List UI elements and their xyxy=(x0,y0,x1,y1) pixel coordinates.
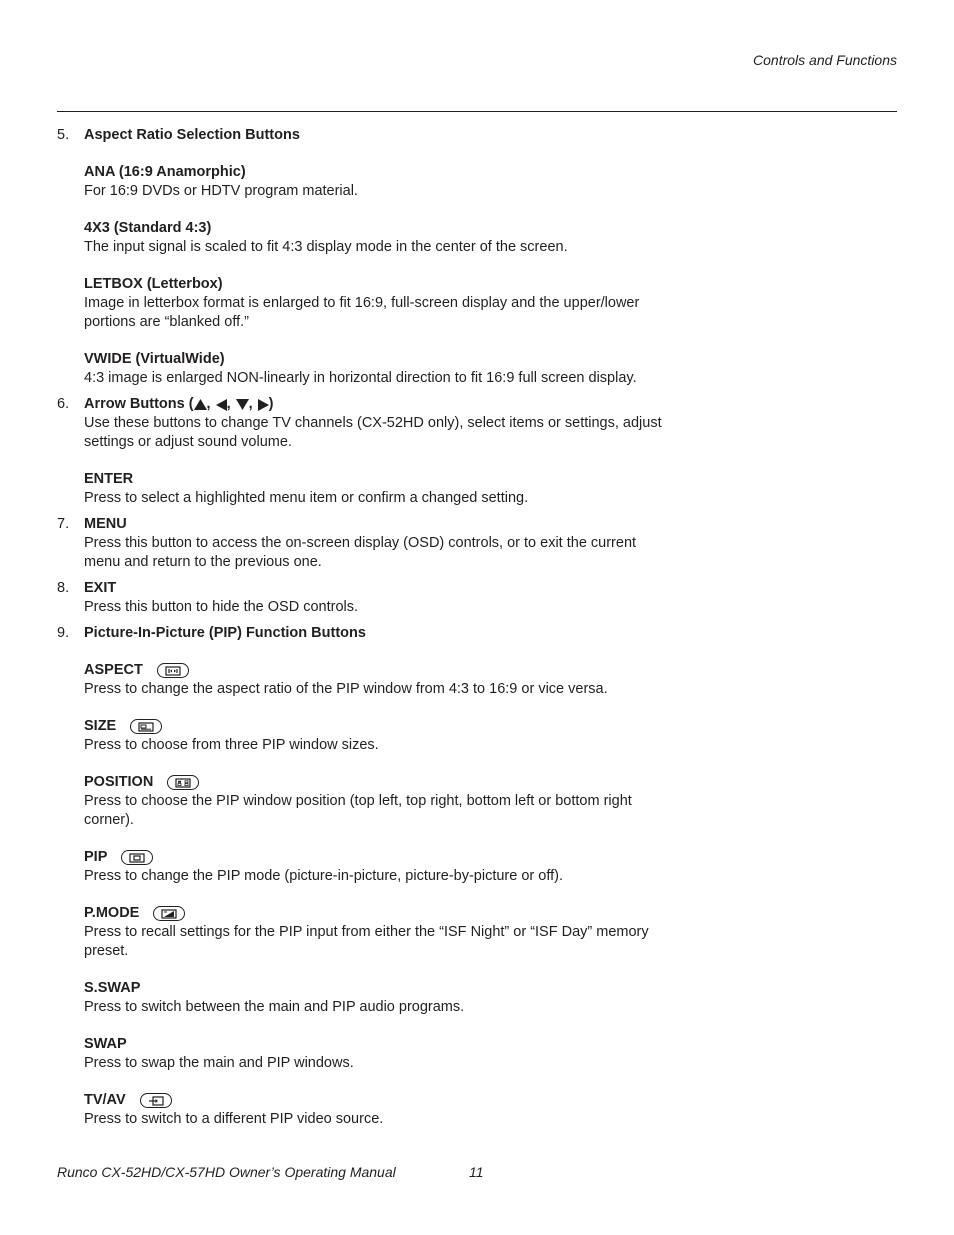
tvav-heading xyxy=(84,1091,664,1110)
pip-position-description: Press to choose the PIP window position (top left, top right, bottom left or bottom right corner). xyxy=(84,793,632,828)
pip-icon xyxy=(121,850,153,865)
tvav-title: TV/AV xyxy=(84,1092,126,1108)
document-body xyxy=(0,126,954,1129)
section-number: 8. xyxy=(57,580,70,596)
pip-aspect-title: ASPECT xyxy=(84,662,143,678)
picture-mode-icon xyxy=(153,906,185,921)
pip-title: PIP xyxy=(84,849,108,865)
aspect-icon xyxy=(157,663,189,678)
pip-aspect-heading xyxy=(84,661,664,680)
section-aspect-ratio xyxy=(0,126,664,388)
section-number: 6. xyxy=(57,396,70,412)
section-exit xyxy=(0,579,664,617)
pip-position-heading xyxy=(84,773,664,792)
fourxthree-description: The input signal is scaled to fit 4:3 display mode in the center of the screen. xyxy=(84,239,568,255)
swap-description: Press to swap the main and PIP windows. xyxy=(84,1055,354,1071)
pip-position-icon xyxy=(167,775,199,790)
pip-size-description: Press to choose from three PIP window sizes. xyxy=(84,737,379,753)
vwide-description: 4:3 image is enlarged NON-linearly in horizontal direction to fit 16:9 full screen display. xyxy=(84,370,637,386)
input-source-icon xyxy=(140,1093,172,1108)
section-title: Picture-In-Picture (PIP) Function Buttons xyxy=(84,625,366,641)
pmode-heading xyxy=(84,904,664,923)
pmode-description: Press to recall settings for the PIP input from either the “ISF Night” or “ISF Day” memory preset. xyxy=(84,924,649,959)
page-number: 11 xyxy=(469,1164,484,1180)
arrow-up-icon xyxy=(194,399,207,410)
sswap-description: Press to switch between the main and PIP audio programs. xyxy=(84,999,465,1015)
section-arrow-buttons xyxy=(0,395,664,508)
menu-description: Press this button to access the on-screen display (OSD) controls, or to exit the current menu and return to the previous one. xyxy=(84,535,637,570)
pip-size-heading xyxy=(84,717,664,736)
section-pip-functions xyxy=(0,624,664,1129)
vwide-title: VWIDE (VirtualWide) xyxy=(84,351,225,367)
section-menu xyxy=(0,515,664,572)
pip-mode-heading xyxy=(84,848,664,867)
arrow-description: Use these buttons to change TV channels (CX-52HD only), select items or settings, adjust settings or adjust sound volume. xyxy=(84,415,662,450)
arrow-title-prefix: Arrow Buttons ( xyxy=(84,396,194,412)
pip-size-title: SIZE xyxy=(84,718,117,734)
section-title: MENU xyxy=(84,516,127,532)
tvav-description: Press to switch to a different PIP video source. xyxy=(84,1111,384,1127)
ana-title: ANA (16:9 Anamorphic) xyxy=(84,164,246,180)
letbox-description: Image in letterbox format is enlarged to fit 16:9, full-screen display and the upper/lower portions are “blanked off.” xyxy=(84,295,640,330)
arrow-separator: , xyxy=(206,396,211,412)
section-number: 5. xyxy=(57,127,70,143)
pmode-title: P.MODE xyxy=(84,905,140,921)
pip-position-title: POSITION xyxy=(84,774,154,790)
arrow-down-icon xyxy=(236,399,249,410)
sswap-title: S.SWAP xyxy=(84,980,141,996)
arrow-left-icon xyxy=(216,399,227,411)
arrow-right-icon xyxy=(258,399,269,411)
pip-aspect-description: Press to change the aspect ratio of the PIP window from 4:3 to 16:9 or vice versa. xyxy=(84,681,608,697)
enter-description: Press to select a highlighted menu item or confirm a changed setting. xyxy=(84,490,529,506)
section-title xyxy=(84,395,664,414)
arrow-separator: , xyxy=(226,396,231,412)
arrow-separator: , xyxy=(248,396,253,412)
pip-size-icon xyxy=(130,719,162,734)
section-title: EXIT xyxy=(84,580,117,596)
header-divider xyxy=(57,111,897,112)
section-number: 7. xyxy=(57,516,70,532)
enter-title: ENTER xyxy=(84,471,134,487)
fourxthree-title: 4X3 (Standard 4:3) xyxy=(84,220,212,236)
exit-description: Press this button to hide the OSD controls. xyxy=(84,599,359,615)
page-header-title: Controls and Functions xyxy=(753,52,897,68)
swap-title: SWAP xyxy=(84,1036,127,1052)
footer-manual-title: Runco CX-52HD/CX-57HD Owner’s Operating Manual xyxy=(57,1164,396,1180)
pip-description: Press to change the PIP mode (picture-in-picture, picture-by-picture or off). xyxy=(84,868,563,884)
section-number: 9. xyxy=(57,625,70,641)
arrow-title-suffix: ) xyxy=(268,396,274,412)
letbox-title: LETBOX (Letterbox) xyxy=(84,276,223,292)
section-title: Aspect Ratio Selection Buttons xyxy=(84,127,300,143)
ana-description: For 16:9 DVDs or HDTV program material. xyxy=(84,183,358,199)
